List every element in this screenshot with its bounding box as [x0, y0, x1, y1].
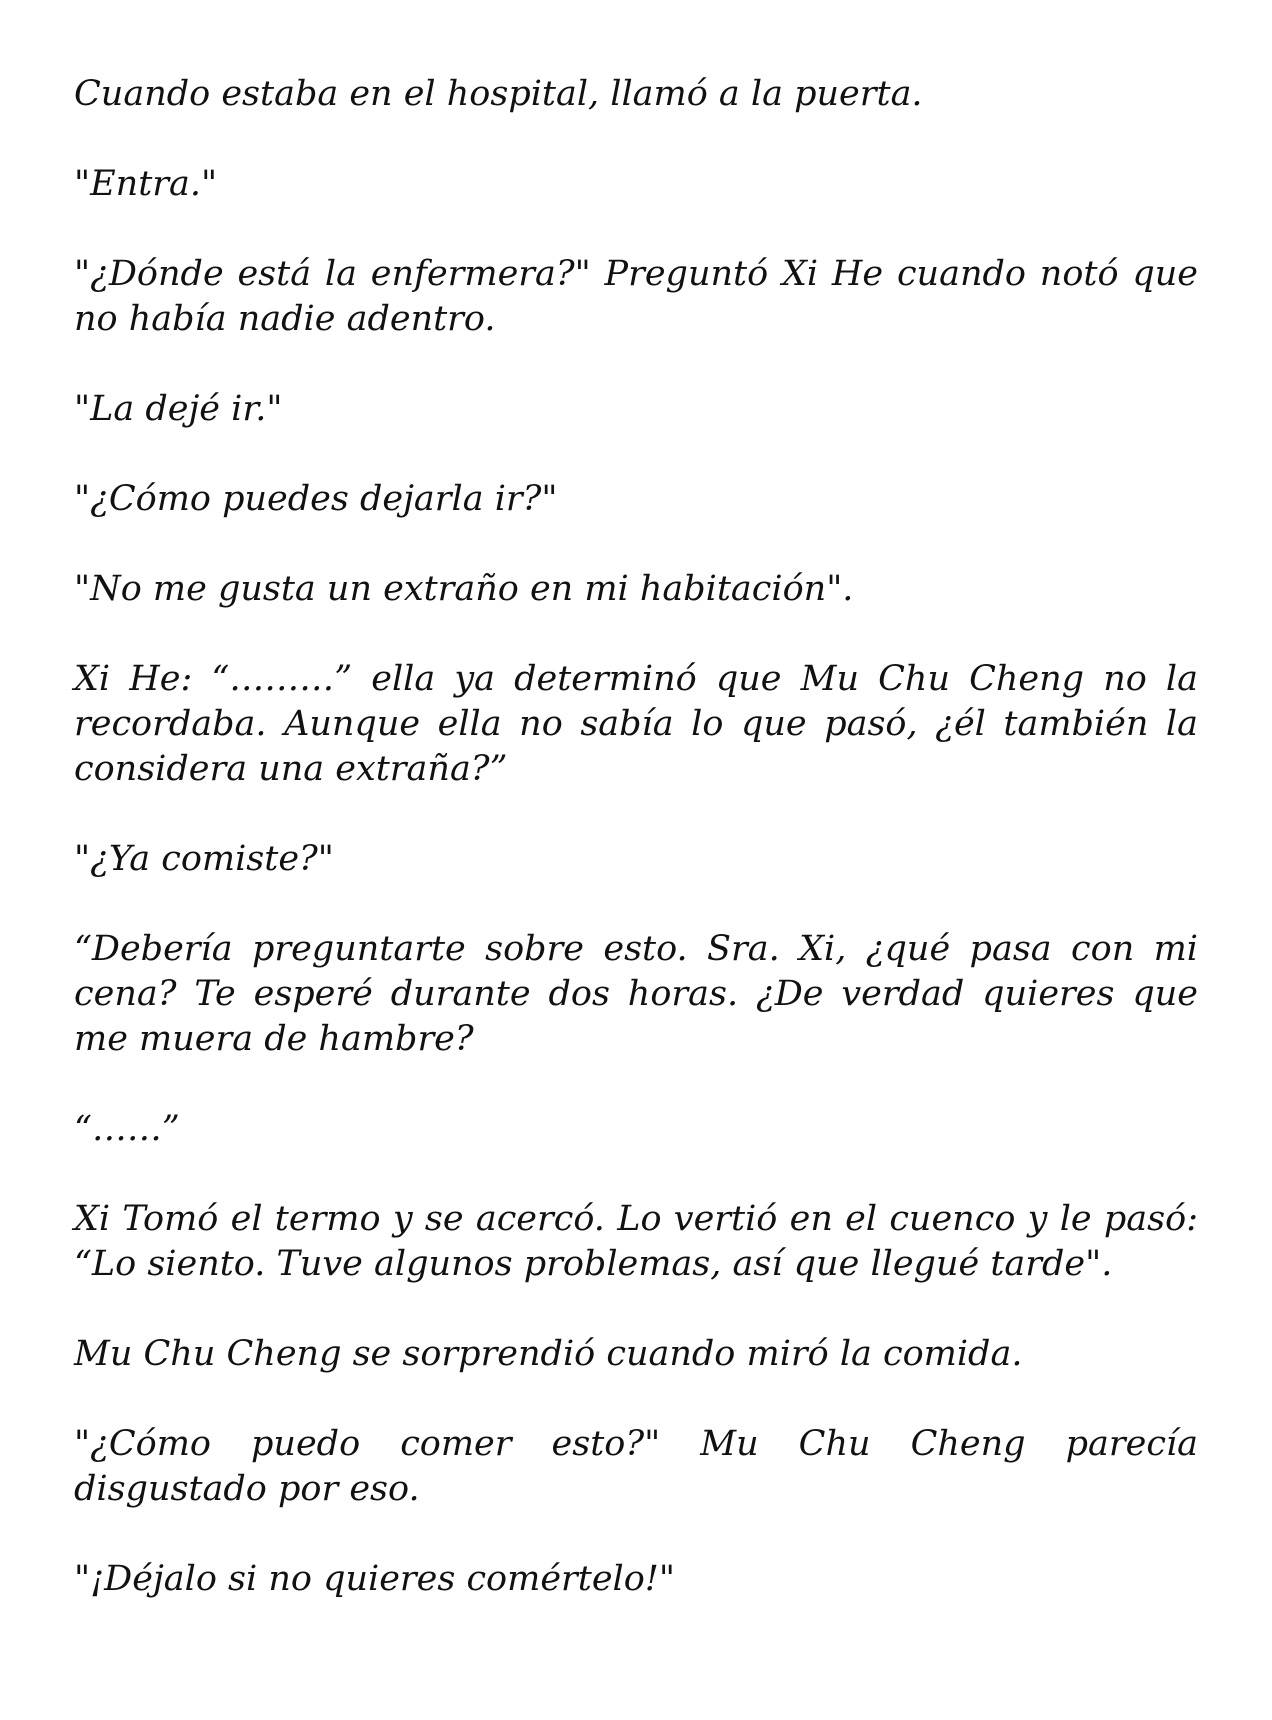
paragraph: "La dejé ir." — [74, 389, 283, 429]
paragraph: "¿Cómo puedes dejarla ir?" — [74, 479, 558, 519]
paragraph: “Debería preguntarte sobre esto. Sra. Xi, ¿qué pasa con mi cena? Te esperé durante dos horas. ¿De verdad quieres que me muera de hambre? — [74, 929, 1198, 1059]
paragraph: "Entra." — [74, 164, 218, 204]
paragraph: Mu Chu Cheng se sorprendió cuando miró la comida. — [74, 1334, 1023, 1374]
paragraph: Cuando estaba en el hospital, llamó a la puerta. — [74, 74, 923, 114]
paragraph: "¿Ya comiste?" — [74, 839, 334, 879]
paragraph: Xi He: “………” ella ya determinó que Mu Chu Cheng no la recordaba. Aunque ella no sabía lo que pasó, ¿él también la considera una extraña?” — [74, 659, 1198, 789]
paragraph: "¡Déjalo si no quieres comértelo!" — [74, 1559, 675, 1599]
paragraph: “……” — [74, 1109, 180, 1149]
paragraph: "No me gusta un extraño en mi habitación". — [74, 569, 854, 609]
paragraph: "¿Dónde está la enfermera?" Preguntó Xi He cuando notó que no había nadie adentro. — [74, 254, 1198, 339]
paragraph: "¿Cómo puedo comer esto?" Mu Chu Cheng parecía disgustado por eso. — [74, 1424, 1198, 1509]
paragraph: Xi Tomó el termo y se acercó. Lo vertió en el cuenco y le pasó: “Lo siento. Tuve algunos problemas, así que llegué tarde". — [74, 1199, 1198, 1284]
document-page — [74, 72, 1198, 1602]
